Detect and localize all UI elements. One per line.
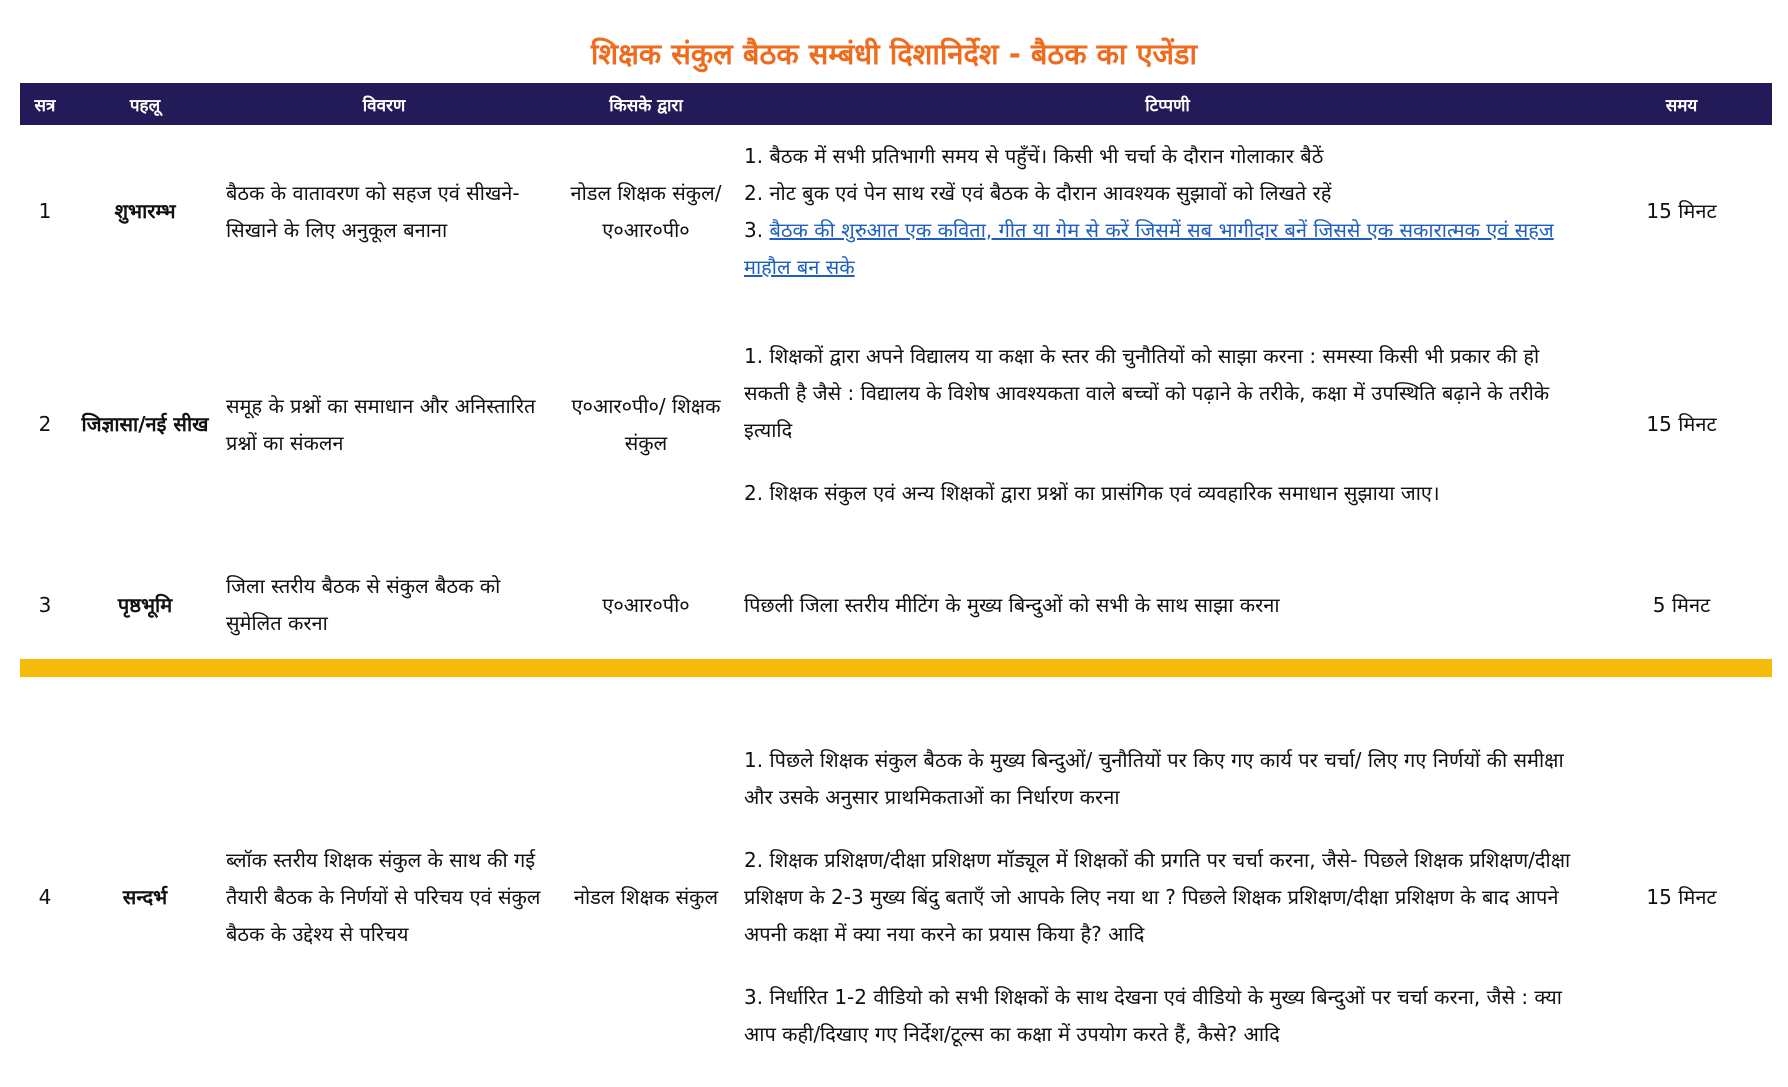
table-row: [20, 707, 1772, 1087]
aspect-cell: सन्दर्भ: [122, 884, 168, 909]
description-cell: ब्लॉक स्तरीय शिक्षक संकुल के साथ की गई तैयारी बैठक के निर्णयों से परिचय एवं संकुल बैठक के उद्देश्य से परिचय: [226, 847, 541, 946]
description-cell: जिला स्तरीय बैठक से संकुल बैठक को सुमेलित करना: [226, 574, 501, 635]
spacer-cell: [20, 677, 1772, 707]
table-header-row: [20, 83, 1772, 125]
header-notes: टिप्पणी: [744, 83, 1591, 125]
description-cell: बैठक के वातावरण को सहज एवं सीखने-सिखाने के लिए अनुकूल बनाना: [226, 180, 520, 242]
note-item: 1. शिक्षकों द्वारा अपने विद्यालय या कक्षा के स्तर की चुनौतियों को साझा करना : समस्या किसी भी प्रकार की हो सकती है जैसे : विद्यालय के विशेष आवश्यकता वाले बच्चों को पढ़ाने के तरीके, कक्षा में उपस्थिति बढ़ाने के तरीके इत्यादि: [744, 343, 1550, 442]
note-item: 2. नोट बुक एवं पेन साथ रखें एवं बैठक के दौरान आवश्यक सुझावों को लिखते रहें: [744, 180, 1332, 205]
header-description: विवरण: [220, 83, 548, 125]
session-number: 1: [38, 199, 52, 223]
header-aspect: पहलू: [70, 83, 220, 125]
notes-cell: [744, 707, 1591, 1087]
notes-cell: [744, 298, 1591, 551]
table-row: [20, 551, 1772, 659]
page-title: शिक्षक संकुल बैठक सम्बंधी दिशानिर्देश - बैठक का एजेंडा: [590, 37, 1198, 71]
note-item: [744, 212, 1591, 286]
session-number: 4: [38, 884, 52, 909]
session-number: 2: [38, 412, 52, 436]
notes-cell: [744, 125, 1591, 298]
separator-bar: [20, 659, 1772, 677]
agenda-table: [20, 83, 1772, 1087]
by-cell: नोडल शिक्षक संकुल: [573, 884, 719, 909]
header-session: सत्र: [20, 83, 70, 125]
spacer-row: [20, 677, 1772, 707]
time-cell: 15 मिनट: [1646, 412, 1717, 436]
notes-cell: [744, 551, 1591, 659]
note-link[interactable]: बैठक की शुरुआत एक कविता, गीत या गेम से करें जिसमें सब भागीदार बनें जिससे एक सकारात्मक एवं सहज माहौल बन सके: [744, 217, 1554, 279]
note-item: 2. शिक्षक संकुल एवं अन्य शिक्षकों द्वारा प्रश्नों का प्रासंगिक एवं व्यवहारिक समाधान सुझाया जाए।: [744, 480, 1440, 505]
note-number: 3.: [744, 217, 770, 242]
time-cell: 5 मिनट: [1652, 592, 1711, 617]
by-cell: ए०आर०पी०: [602, 592, 690, 617]
section-separator: [20, 659, 1772, 677]
session-number: 3: [38, 592, 52, 617]
by-cell: नोडल शिक्षक संकुल/ ए०आर०पी०: [570, 180, 722, 242]
aspect-cell: पृष्ठभूमि: [117, 592, 173, 617]
note-item: 1. बैठक में सभी प्रतिभागी समय से पहुँचें। किसी भी चर्चा के दौरान गोलाकार बैठें: [744, 143, 1324, 168]
by-cell: ए०आर०पी०/ शिक्षक संकुल: [571, 393, 721, 455]
description-cell: समूह के प्रश्नों का समाधान और अनिस्तारित प्रश्नों का संकलन: [226, 393, 536, 455]
aspect-cell: शुभारम्भ: [114, 199, 176, 223]
header-time: समय: [1591, 83, 1772, 125]
note-item: पिछली जिला स्तरीय मीटिंग के मुख्य बिन्दुओं को सभी के साथ साझा करना: [744, 592, 1280, 617]
time-cell: 15 मिनट: [1646, 199, 1717, 223]
note-item: 1. पिछले शिक्षक संकुल बैठक के मुख्य बिन्दुओं/ चुनौतियों पर किए गए कार्य पर चर्चा/ लिए गए निर्णयों की समीक्षा और उसके अनुसार प्राथमिकताओं का निर्धारण करना: [744, 747, 1564, 809]
note-item: 2. शिक्षक प्रशिक्षण/दीक्षा प्रशिक्षण मॉड्यूल में शिक्षकों की प्रगति पर चर्चा करना, जैसे- पिछले शिक्षक प्रशिक्षण/दीक्षा प्रशिक्षण के 2-3 मुख्य बिंदु बताएँ जो आपके लिए नया था ? पिछले शिक्षक प्रशिक्षण/दीक्षा प्रशिक्षण के बाद आपने अपनी कक्षा में क्या नया करने का प्रयास किया है? आदि: [744, 847, 1571, 946]
table-row: [20, 298, 1772, 551]
table-row: [20, 125, 1772, 298]
header-by: किसके द्वारा: [548, 83, 744, 125]
time-cell: 15 मिनट: [1646, 884, 1717, 909]
note-item: 3. निर्धारित 1-2 वीडियो को सभी शिक्षकों के साथ देखना एवं वीडियो के मुख्य बिन्दुओं पर चर्चा करना, जैसे : क्या आप कही/दिखाए गए निर्देश/टूल्स का कक्षा में उपयोग करते हैं, कैसे? आदि: [744, 984, 1562, 1046]
aspect-cell: जिज्ञासा/नई सीख: [81, 412, 209, 436]
